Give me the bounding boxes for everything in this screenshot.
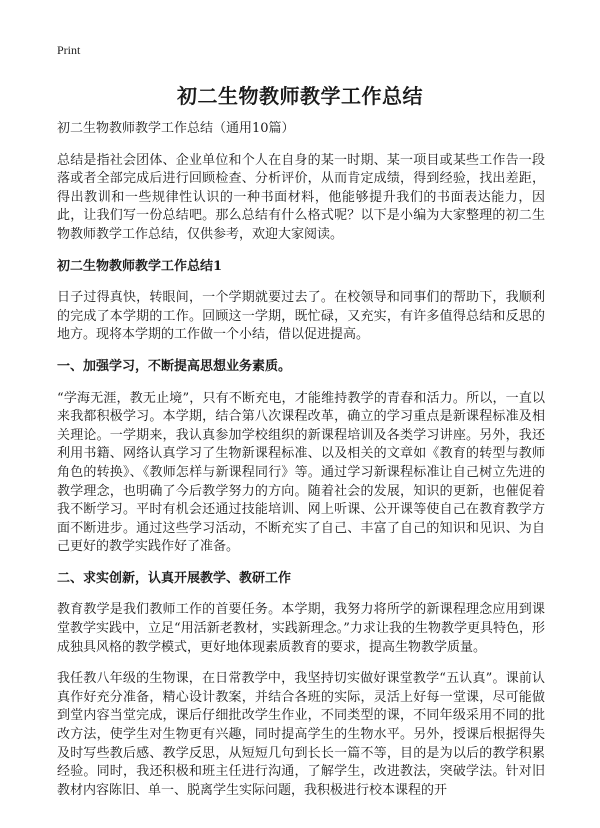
print-link[interactable]: Print	[57, 43, 81, 57]
document-body	[57, 120, 545, 813]
section-title: 初二生物教师教学工作总结1	[57, 258, 223, 274]
document-subtitle: 初二生物教师教学工作总结（通用10篇）	[57, 121, 295, 136]
biology-class-paragraph: 我任教八年级的生物课，在日常教学中，我坚持切实做好课堂教学“五认真”。课前认真作好充分准备，精心设计教案，并结合各班的实际，灵活上好每一堂课，尽可能做到堂内容当堂完成，课后仔细批改学生作业，不同类型的课，不同年级采用不同的批改方法，使学生对生物更有兴趣，同时提高学生的生物水平。另外，授课后根据得失及时写些教后感、教学反思，从短短几句到长长一篇不等，目的是为以后的教学积累经验。同时，我还积极和班主任进行沟通，了解学生，改进教法，突破学法。针对旧教材内容陈旧、单一、脱离学生实际问题，我积极进行校本课程的开	[57, 671, 545, 798]
heading-study: 一、加强学习，不断提高思想业务素质。	[57, 358, 292, 374]
opening-paragraph: 日子过得真快，转眼间，一个学期就要过去了。在校领导和同事们的帮助下，我顺利的完成了本学期的工作。回顾这一学期，既忙碌，又充实，有许多值得总结和反思的地方。现将本学期的工作做一个小结，借以促进提高。	[57, 290, 545, 343]
heading-teaching: 二、求实创新，认真开展教学、教研工作	[57, 570, 292, 586]
intro-paragraph: 总结是指社会团体、企业单位和个人在自身的某一时期、某一项目或某些工作告一段落或者全部完成后进行回顾检查、分析评价，从而肯定成绩，得到经验，找出差距，得出教训和一些规律性认识的一种书面材料，他能够提升我们的书面表达能力，因此，让我们写一份总结吧。那么总结有什么格式呢？以下是小编为大家整理的初二生物教师教学工作总结，仅供参考，欢迎大家阅读。	[57, 152, 545, 242]
teaching-paragraph: 教育教学是我们教师工作的首要任务。本学期，我努力将所学的新课程理念应用到课堂教学实践中，立足“用活新老教材，实践新理念。”力求让我的生物教学更具特色，形成独具风格的教学模式，更好地体现素质教育的要求，提高生物教学质量。	[57, 602, 545, 655]
document-title: 初二生物教师教学工作总结	[177, 84, 423, 108]
study-paragraph: “学海无涯，教无止境”，只有不断充电，才能维持教学的青春和活力。所以，一直以来我都积极学习。本学期，结合第八次课程改革，确立的学习重点是新课程标准及相关理论。一学期来，我认真参加学校组织的新课程培训及各类学习讲座。另外，我还利用书籍、网络认真学习了生物新课程标准、以及相关的文章如《教育的转型与教师角色的转换》、《教师怎样与新课程同行》等。通过学习新课程标准让自己树立先进的教学理念，也明确了今后教学努力的方向。随着社会的发展，知识的更新，也催促着我不断学习。平时有机会还通过技能培训、网上听课、公开课等使自己在教育教学方面不断进步。通过这些学习活动，不断充实了自己、丰富了自己的知识和见识、为自己更好的教学实践作好了准备。	[57, 390, 545, 555]
